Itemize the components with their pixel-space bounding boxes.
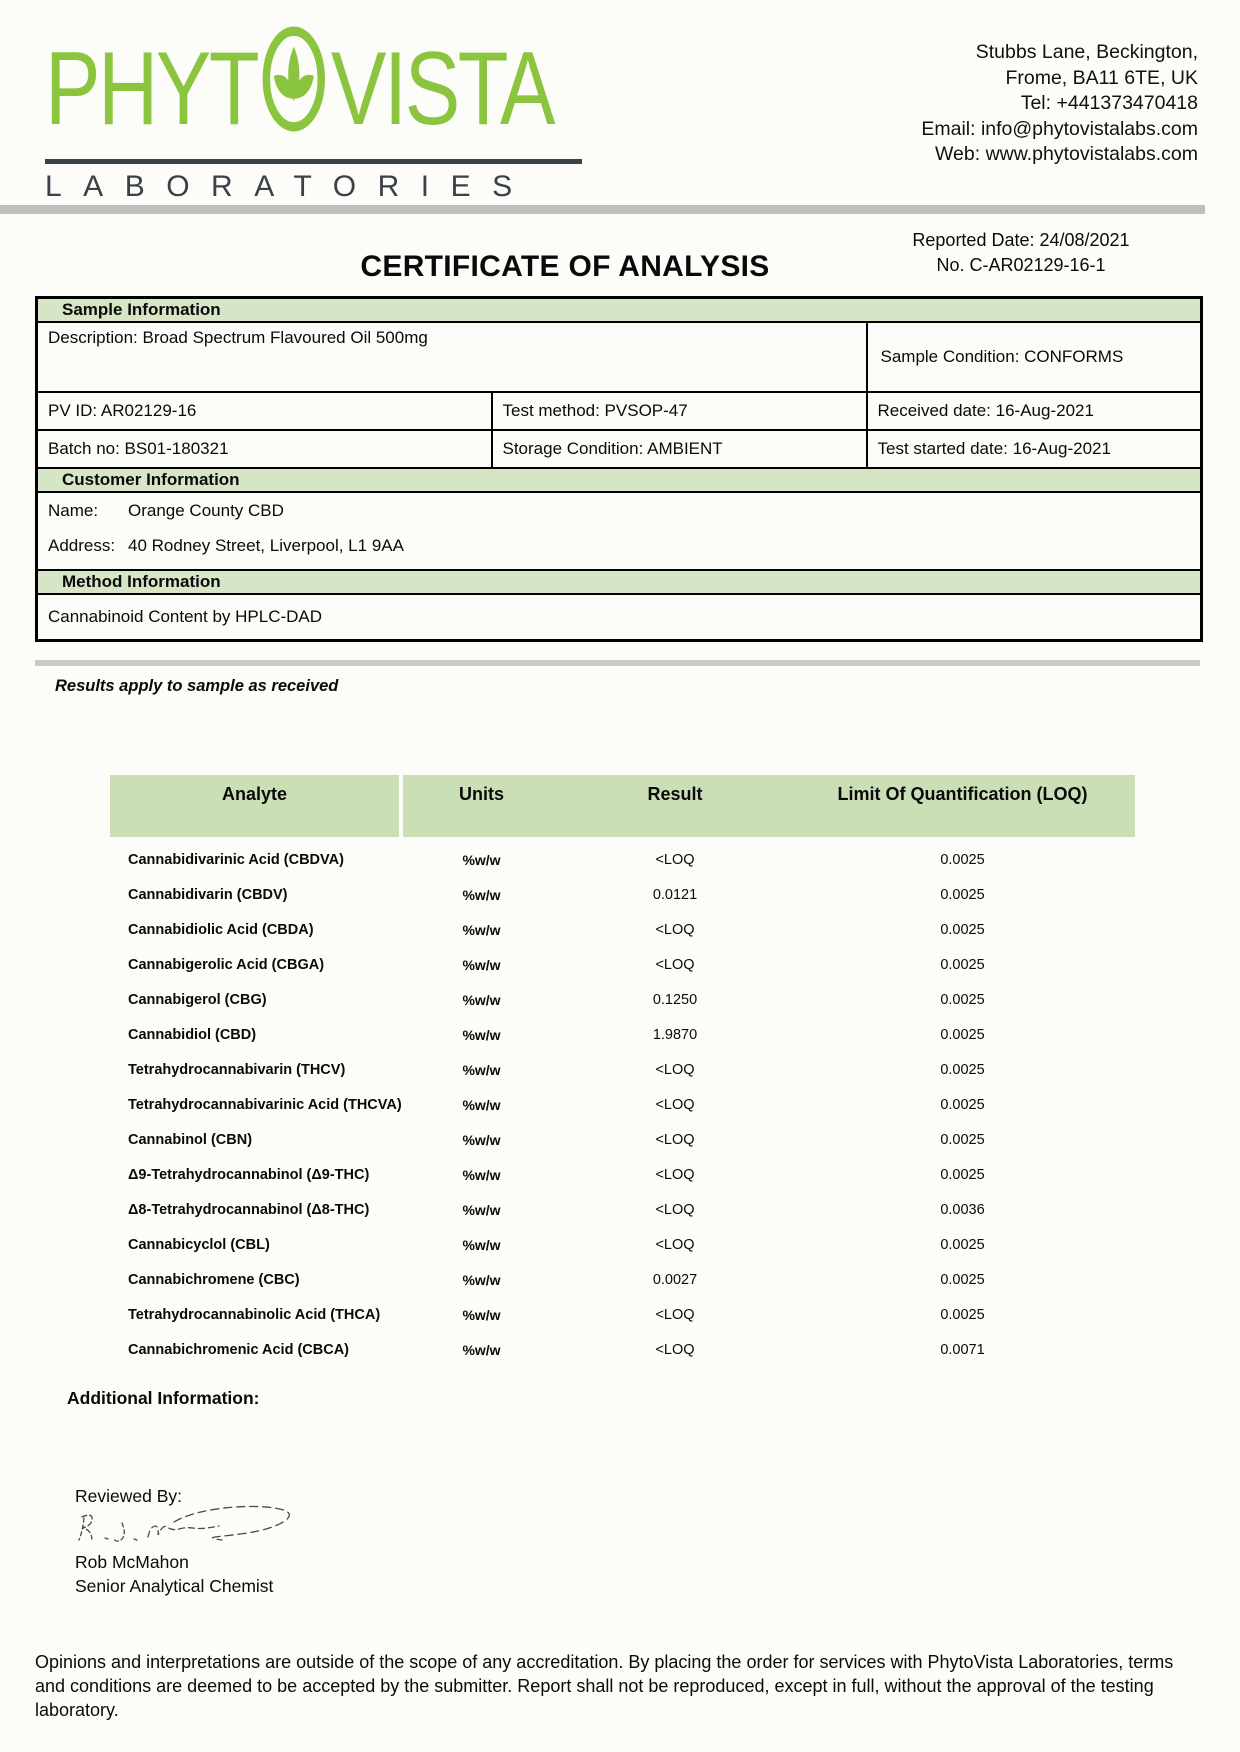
reviewed-by-label: Reviewed By: xyxy=(75,1486,182,1506)
analyte-name: Tetrahydrocannabivarin (THCV) xyxy=(128,1061,346,1078)
contact-email: Email: info@phytovistalabs.com xyxy=(921,117,1198,140)
customer-information-header: Customer Information xyxy=(37,468,1202,492)
footer-disclaimer: Opinions and interpretations are outside of the scope of any accreditation. By placing the order for services with PhytoVista Laboratories, terms and conditions are deemed to be accepted by the submitter. Report shall not be reproduced, except in full, without the approval of the testing laboratory. xyxy=(35,1652,1174,1720)
received-date: Received date: 16-Aug-2021 xyxy=(867,392,1202,430)
sample-condition: Sample Condition: CONFORMS xyxy=(867,322,1202,392)
analyte-result: <LOQ xyxy=(655,1096,695,1113)
results-table xyxy=(110,775,1135,1367)
logo-subtitle: LABORATORIES xyxy=(45,170,534,203)
report-meta xyxy=(856,228,1186,278)
analyte-loq: 0.0025 xyxy=(940,956,985,973)
analyte-result: 0.0121 xyxy=(652,886,698,903)
customer-address-line xyxy=(48,536,1199,556)
table-row xyxy=(110,982,1135,1017)
analyte-units: %w/w xyxy=(462,1236,501,1253)
table-row xyxy=(110,1122,1135,1157)
table-row xyxy=(110,877,1135,912)
analyte-name: Cannabigerolic Acid (CBGA) xyxy=(128,956,325,973)
table-row xyxy=(110,1157,1135,1192)
table-row xyxy=(110,947,1135,982)
analyte-result: <LOQ xyxy=(655,851,695,868)
column-header-result: Result xyxy=(647,784,703,804)
table-row xyxy=(110,912,1135,947)
table-row xyxy=(110,1192,1135,1227)
analyte-units: %w/w xyxy=(462,886,501,903)
table-row xyxy=(110,1297,1135,1332)
table-row xyxy=(110,1227,1135,1262)
method-information-header: Method Information xyxy=(37,570,1202,594)
table-row xyxy=(110,1262,1135,1297)
analyte-loq: 0.0025 xyxy=(940,886,985,903)
additional-information-label: Additional Information: xyxy=(67,1388,260,1408)
analyte-result: <LOQ xyxy=(655,1201,695,1218)
analyte-name: Cannabinol (CBN) xyxy=(128,1131,253,1148)
analyte-units: %w/w xyxy=(462,1096,501,1113)
column-header-loq: Limit Of Quantification (LOQ) xyxy=(837,784,1088,804)
analyte-name: Cannabichromenic Acid (CBCA) xyxy=(128,1341,350,1358)
contact-web: Web: www.phytovistalabs.com xyxy=(935,143,1198,165)
analyte-loq: 0.0025 xyxy=(940,991,985,1008)
analyte-units: %w/w xyxy=(462,1201,501,1218)
analyte-units: %w/w xyxy=(462,1271,501,1288)
header-divider-band xyxy=(0,205,1205,214)
information-table xyxy=(35,296,1203,642)
analyte-loq: 0.0036 xyxy=(940,1201,985,1218)
column-header-units: Units xyxy=(459,784,504,804)
analyte-result: <LOQ xyxy=(655,1306,695,1323)
analyte-name: Tetrahydrocannabivarinic Acid (THCVA) xyxy=(128,1096,402,1113)
logo-text-phyt: PHYT xyxy=(45,31,258,147)
method-description: Cannabinoid Content by HPLC-DAD xyxy=(37,594,1202,640)
analyte-loq: 0.0025 xyxy=(940,851,985,868)
table-row xyxy=(110,1052,1135,1087)
table-row xyxy=(110,842,1135,877)
analyte-result: 0.1250 xyxy=(652,991,698,1008)
analyte-loq: 0.0025 xyxy=(940,1271,985,1288)
storage-condition: Storage Condition: AMBIENT xyxy=(492,430,867,468)
analyte-name: Cannabigerol (CBG) xyxy=(128,991,267,1008)
analyte-name: Cannabicyclol (CBL) xyxy=(128,1236,270,1253)
analyte-units: %w/w xyxy=(462,1026,501,1043)
contact-phone: Tel: +441373470418 xyxy=(1020,92,1198,114)
report-number: No. C-AR02129-16-1 xyxy=(936,255,1106,275)
reviewer-name: Rob McMahon xyxy=(75,1552,189,1572)
customer-name-label: Name: xyxy=(48,501,99,520)
analyte-name: Cannabidivarin (CBDV) xyxy=(128,886,288,903)
analyte-result: <LOQ xyxy=(655,1131,695,1148)
results-note-divider xyxy=(35,660,1200,666)
table-row xyxy=(110,1017,1135,1052)
table-row xyxy=(110,1332,1135,1367)
analyte-result: <LOQ xyxy=(655,1341,695,1358)
table-row xyxy=(110,1087,1135,1122)
analyte-units: %w/w xyxy=(462,851,501,868)
analyte-name: Cannabidiol (CBD) xyxy=(128,1026,257,1043)
lotus-leaf-icon xyxy=(259,26,329,137)
analyte-loq: 0.0025 xyxy=(940,1096,985,1113)
analyte-loq: 0.0025 xyxy=(940,1131,985,1148)
customer-address-value: 40 Rodney Street, Liverpool, L1 9AA xyxy=(128,536,404,555)
analyte-result: <LOQ xyxy=(655,921,695,938)
analyte-loq: 0.0025 xyxy=(940,1306,985,1323)
analyte-result: <LOQ xyxy=(655,1236,695,1253)
analyte-units: %w/w xyxy=(462,1131,501,1148)
contact-address-line1: Stubbs Lane, Beckington, xyxy=(975,41,1198,63)
test-started-date: Test started date: 16-Aug-2021 xyxy=(867,430,1202,468)
sample-description: Description: Broad Spectrum Flavoured Oil 500mg xyxy=(37,322,867,392)
results-table-header xyxy=(110,775,1135,837)
logo-divider xyxy=(45,159,582,164)
analyte-name: Δ8-Tetrahydrocannabinol (Δ8-THC) xyxy=(128,1201,370,1218)
analyte-units: %w/w xyxy=(462,1061,501,1078)
analyte-loq: 0.0071 xyxy=(940,1341,985,1358)
test-method: Test method: PVSOP-47 xyxy=(492,392,867,430)
customer-address-label: Address: xyxy=(48,536,116,555)
analyte-loq: 0.0025 xyxy=(940,1061,985,1078)
customer-details xyxy=(37,492,1202,570)
results-note: Results apply to sample as received xyxy=(55,677,339,695)
logo-text-vista: VISTA xyxy=(330,31,554,147)
batch-no: Batch no: BS01-180321 xyxy=(37,430,492,468)
analyte-name: Cannabidivarinic Acid (CBDVA) xyxy=(128,851,344,868)
analyte-units: %w/w xyxy=(462,1306,501,1323)
analyte-loq: 0.0025 xyxy=(940,1166,985,1183)
analyte-units: %w/w xyxy=(462,991,501,1008)
logo-wordmark xyxy=(45,26,554,147)
analyte-name: Tetrahydrocannabinolic Acid (THCA) xyxy=(128,1306,381,1323)
analyte-result: <LOQ xyxy=(655,1061,695,1078)
analyte-units: %w/w xyxy=(462,956,501,973)
pv-id: PV ID: AR02129-16 xyxy=(37,392,492,430)
analyte-units: %w/w xyxy=(462,1166,501,1183)
lab-contact-block xyxy=(921,40,1198,168)
results-table-body xyxy=(110,837,1135,1367)
analyte-loq: 0.0025 xyxy=(940,1236,985,1253)
analyte-units: %w/w xyxy=(462,921,501,938)
analyte-result: 1.9870 xyxy=(652,1026,698,1043)
analyte-name: Cannabidiolic Acid (CBDA) xyxy=(128,921,314,938)
analyte-result: <LOQ xyxy=(655,1166,695,1183)
page-title: CERTIFICATE OF ANALYSIS xyxy=(360,250,770,283)
contact-address-line2: Frome, BA11 6TE, UK xyxy=(1005,66,1198,89)
sample-information-header: Sample Information xyxy=(37,298,1202,323)
analyte-loq: 0.0025 xyxy=(940,1026,985,1043)
customer-name-line xyxy=(48,501,1199,521)
analyte-units: %w/w xyxy=(462,1341,501,1358)
handwritten-signature xyxy=(72,1502,307,1557)
analyte-name: Cannabichromene (CBC) xyxy=(128,1271,300,1288)
analyte-result: <LOQ xyxy=(655,956,695,973)
reported-date: Reported Date: 24/08/2021 xyxy=(912,230,1130,250)
analyte-loq: 0.0025 xyxy=(940,921,985,938)
reviewer-title: Senior Analytical Chemist xyxy=(75,1576,274,1596)
analyte-name: Δ9-Tetrahydrocannabinol (Δ9-THC) xyxy=(128,1166,370,1183)
phytovista-logo xyxy=(45,26,605,204)
customer-name-value: Orange County CBD xyxy=(128,501,284,520)
analyte-result: 0.0027 xyxy=(652,1271,698,1288)
column-header-analyte: Analyte xyxy=(110,775,403,837)
